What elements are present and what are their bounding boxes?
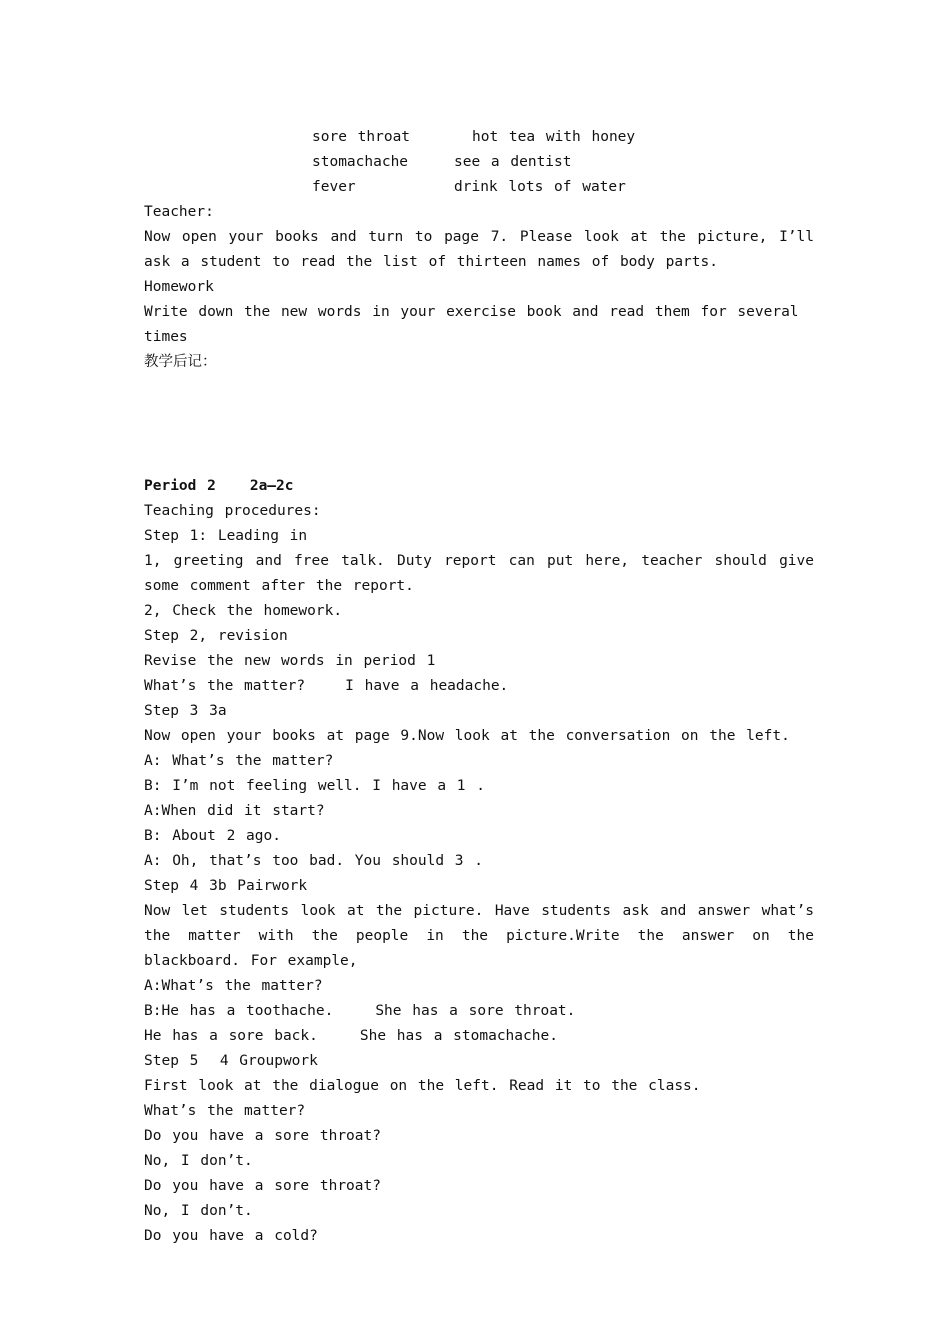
step-heading: Step 2, revision bbox=[144, 628, 288, 644]
table-row bbox=[144, 125, 814, 150]
step-heading: Step 1: Leading in bbox=[144, 528, 308, 544]
answer-text: I have a headache. bbox=[345, 678, 509, 694]
dialogue-line: Do you have a sore throat? bbox=[144, 1178, 381, 1194]
dialogue-line: B: About 2 ago. bbox=[144, 828, 281, 844]
document-page bbox=[144, 125, 825, 1249]
advice-cell: see a dentist bbox=[454, 154, 572, 170]
question-text: What’s the matter? bbox=[144, 678, 306, 694]
step-text: First look at the dialogue on the left. Read it to the class. bbox=[144, 1078, 701, 1094]
teacher-text: Now open your books and turn to page 7. Please look at the picture, I’ll ask a student to read the list of thirteen names of body parts. bbox=[144, 229, 825, 270]
step-text: 1, greeting and free talk. Duty report can put here, teacher should give some comment after the report. bbox=[144, 553, 825, 594]
dialogue-line bbox=[144, 674, 814, 699]
teaching-notes-label: 教学后记： bbox=[144, 354, 217, 370]
dialogue-line bbox=[144, 999, 814, 1024]
dialogue-line: Do you have a cold? bbox=[144, 1228, 318, 1244]
spacer bbox=[144, 375, 814, 474]
step-heading: Step 5 4 Groupwork bbox=[144, 1053, 318, 1069]
symptom-cell: fever bbox=[312, 179, 356, 195]
step-text: 2, Check the homework. bbox=[144, 603, 343, 619]
answer-text: He has a sore back. bbox=[144, 1028, 318, 1044]
homework-label: Homework bbox=[144, 279, 214, 295]
procedures-label: Teaching procedures: bbox=[144, 503, 321, 519]
period-title: Period 2 bbox=[144, 478, 216, 494]
step-heading: Step 3 3a bbox=[144, 703, 227, 719]
step-text: Now open your books at page 9.Now look at the conversation on the left. bbox=[144, 728, 790, 744]
dialogue-line: No, I don’t. bbox=[144, 1203, 253, 1219]
answer-text: She has a stomachache. bbox=[359, 1028, 558, 1044]
dialogue-line: No, I don’t. bbox=[144, 1153, 253, 1169]
answer-text: B:He has a toothache. bbox=[144, 1003, 334, 1019]
dialogue-line: A: Oh, that’s too bad. You should 3 . bbox=[144, 853, 484, 869]
step-heading: Step 4 3b Pairwork bbox=[144, 878, 308, 894]
table-row bbox=[144, 150, 814, 175]
advice-cell: hot tea with honey bbox=[472, 129, 636, 145]
dialogue-line: A:What’s the matter? bbox=[144, 978, 323, 994]
advice-cell: drink lots of water bbox=[454, 179, 626, 195]
step-text: Now let students look at the picture. Have students ask and answer what’s the matter with the people in the picture.Write the answer on the blackboard. For example, bbox=[144, 903, 825, 969]
step-text: Revise the new words in period 1 bbox=[144, 653, 436, 669]
period-range: 2a—2c bbox=[249, 478, 294, 494]
symptom-cell: sore throat bbox=[312, 129, 411, 145]
answer-text: She has a sore throat. bbox=[375, 1003, 576, 1019]
dialogue-line bbox=[144, 1024, 814, 1049]
table-row bbox=[144, 175, 814, 200]
dialogue-line: A:When did it start? bbox=[144, 803, 325, 819]
period-heading bbox=[144, 474, 814, 499]
dialogue-line: Do you have a sore throat? bbox=[144, 1128, 381, 1144]
teacher-label: Teacher: bbox=[144, 204, 214, 220]
symptom-advice-table bbox=[144, 125, 814, 200]
dialogue-line: What’s the matter? bbox=[144, 1103, 306, 1119]
homework-text: Write down the new words in your exercise book and read them for several times bbox=[144, 304, 810, 345]
symptom-cell: stomachache bbox=[312, 154, 409, 170]
dialogue-line: A: What’s the matter? bbox=[144, 753, 334, 769]
dialogue-line: B: I’m not feeling well. I have a 1 . bbox=[144, 778, 486, 794]
